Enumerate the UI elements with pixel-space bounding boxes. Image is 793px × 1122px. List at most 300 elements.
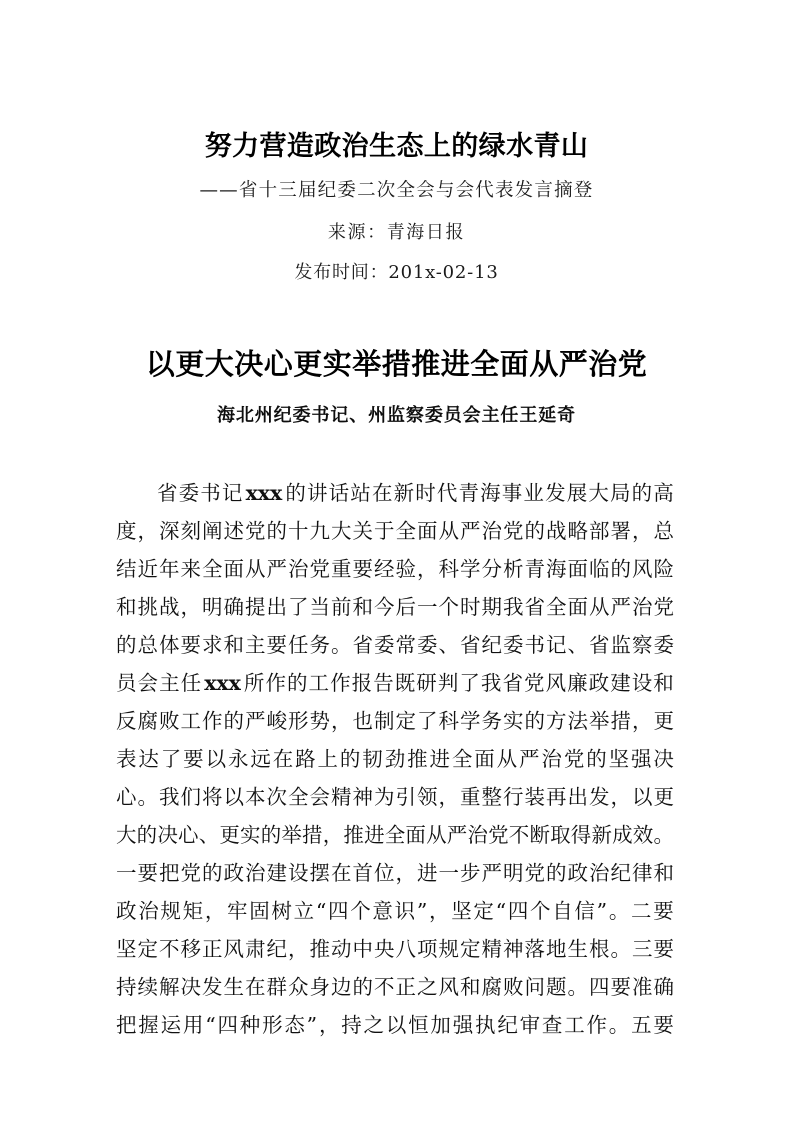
body-glyph: 结 [116,557,137,581]
body-glyph: 确 [653,975,674,999]
body-glyph: 确 [223,595,244,619]
body-glyph: 析 [503,557,524,581]
body-glyph: 面 [567,595,588,619]
body-glyph: 加 [430,1013,451,1037]
body-glyph: 法 [567,709,588,733]
body-glyph: 总 [137,633,158,657]
body-glyph: 委 [374,633,395,657]
body-glyph: 时 [460,595,481,619]
body-glyph: 九 [309,519,330,543]
body-glyph: 省 [352,633,373,657]
body-glyph: 时 [415,481,436,505]
body-glyph: 措 [610,709,631,733]
body-glyph: 务 [309,633,330,657]
body-glyph: ， [180,595,201,619]
body-glyph: 治 [138,899,159,923]
body-glyph: 矩 [182,899,204,923]
body-glyph: ” [416,899,428,923]
body-glyph: 的 [223,709,244,733]
body-glyph: 党 [563,747,585,771]
body-glyph: 续 [137,975,158,999]
body-glyph: 生 [567,937,588,961]
body-line [116,854,674,892]
body-glyph: 引 [395,785,416,809]
body-glyph: 海 [480,481,501,505]
body-glyph: 肃 [245,937,266,961]
body-glyph: 海 [546,557,567,581]
body-glyph: 总 [653,519,674,543]
body-glyph: 律 [632,861,653,885]
body-glyph: 严 [519,747,540,771]
body-glyph: 神 [503,937,524,961]
body-glyph: 工 [180,709,201,733]
body-glyph: 识 [394,899,416,923]
body-glyph: 验 [395,557,416,581]
body-glyph: 风 [545,671,567,695]
body-glyph: ， [204,899,226,923]
body-glyph: 关 [352,519,373,543]
body-glyph: 严 [460,519,481,543]
body-glyph: 书 [524,633,545,657]
body-glyph: 全 [288,785,309,809]
body-line [116,474,674,512]
body-glyph: 设 [288,861,309,885]
body-glyph: 运 [160,1013,182,1037]
body-glyph: 分 [481,557,502,581]
body-glyph: 强 [452,1013,474,1037]
body-glyph: 工 [564,1013,585,1037]
body-glyph: ， [331,709,352,733]
body-glyph: 治 [245,861,266,885]
body-glyph: 。 [608,899,630,923]
body-glyph: 。 [567,975,588,999]
body-glyph: 经 [374,557,395,581]
body-glyph: 以 [205,747,227,771]
body-glyph: 发 [589,785,610,809]
body-glyph: 展 [566,481,588,505]
body-glyph: 持 [116,975,137,999]
body-glyph: 握 [138,1013,159,1037]
body-glyph: 治 [632,595,653,619]
body-glyph: 、 [567,633,588,657]
body-glyph: 委 [417,633,438,657]
body-glyph: 党 [524,671,545,695]
body-glyph: 得 [570,823,592,847]
body-glyph: 战 [159,595,180,619]
publish-date-line: 发布时间：201x-02-13 [294,262,499,283]
body-glyph: 一 [438,861,459,885]
body-glyph: 作 [330,671,351,695]
body-glyph: 形 [262,1013,283,1037]
body-glyph: 和 [653,671,674,695]
body-glyph: 四 [589,975,610,999]
body-glyph: 解 [159,975,180,999]
body-glyph: 青 [524,557,545,581]
body-glyph: 的 [524,519,545,543]
body-line [116,1006,674,1044]
body-glyph: ， [610,785,631,809]
body-glyph: 设 [631,671,653,695]
body-glyph: 的 [546,861,567,885]
body-glyph: 明 [503,861,524,885]
body-glyph: 决 [653,747,674,771]
body-glyph: 纪 [481,633,502,657]
body-glyph: 工 [308,671,330,695]
body-glyph: 高 [653,481,674,505]
body-glyph: 执 [475,1013,496,1037]
body-glyph: 党 [503,519,524,543]
body-glyph: 的 [287,671,308,695]
body-glyph: 述 [223,519,244,543]
source-line: 来源：青海日报 [327,222,466,243]
body-glyph: 的 [202,861,223,885]
body-glyph: 了 [288,595,309,619]
body-glyph: 纪 [266,937,287,961]
body-line [116,968,674,1006]
body-glyph: 在 [272,747,294,771]
body-glyph: 根 [589,937,610,961]
body-glyph: 大 [588,481,609,505]
body-glyph: 势 [309,709,330,733]
body-glyph: 政 [223,861,244,885]
body-glyph: 中 [352,937,373,961]
body-glyph: 措 [302,823,323,847]
body-glyph: 全 [395,519,416,543]
body-glyph: 作 [202,709,223,733]
body-glyph: 落 [524,937,545,961]
body-glyph: 科 [438,709,459,733]
body-glyph: 进 [429,747,450,771]
body-glyph: 的 [352,975,373,999]
body-glyph: 从 [496,747,518,771]
body-glyph: 风 [438,975,459,999]
body-glyph: 委 [503,633,524,657]
article-title: 以更大决心更实举措推进全面从严治党 [145,347,648,381]
body-glyph: 以 [385,1013,407,1037]
body-glyph: 监 [610,633,631,657]
body-glyph: 的 [610,557,631,581]
body-glyph: 纪 [497,1013,518,1037]
body-glyph: 党 [488,823,509,847]
body-glyph: 来 [180,557,201,581]
body-glyph: 达 [138,747,159,771]
body-glyph: 形 [288,709,309,733]
body-glyph: 和 [653,861,674,885]
body-glyph: 不 [159,937,180,961]
body-glyph: 四 [217,1013,238,1037]
body-line [116,550,674,588]
body-glyph: 治 [467,823,488,847]
body-glyph: 准 [632,975,653,999]
body-glyph: 整 [481,785,502,809]
body-glyph: 推 [309,937,330,961]
body-glyph: 取 [550,823,571,847]
article-body [116,474,674,1044]
body-glyph: 会 [309,785,330,809]
body-glyph: 领 [417,785,438,809]
body-glyph: 审 [519,1013,541,1037]
body-glyph: 。 [653,823,674,847]
body-glyph: ， [318,1013,340,1037]
body-glyph: 主 [245,633,266,657]
body-glyph: 察 [632,633,653,657]
body-glyph: 刻 [180,519,201,543]
body-glyph: 年 [159,557,180,581]
body-glyph: 步 [460,861,481,885]
body-glyph: 报 [351,671,373,695]
body-glyph: 。 [331,633,352,657]
body-glyph: 的 [631,481,653,505]
body-glyph: 风 [632,557,653,581]
body-glyph: ” [596,899,608,923]
body-glyph: 的 [260,823,282,847]
main-headline: 努力营造政治生态上的绿水青山 [204,131,589,162]
body-glyph: 省 [502,671,523,695]
body-glyph: 全 [451,747,473,771]
body-glyph: 正 [202,937,223,961]
body-glyph: 告 [373,671,394,695]
body-glyph: 全 [202,557,223,581]
body-glyph: 以 [223,785,244,809]
body-glyph: 党 [180,861,201,885]
body-glyph: 出 [567,785,588,809]
body-glyph: 不 [374,975,395,999]
body-glyph: 体 [159,633,180,657]
body-glyph: 决 [157,823,178,847]
body-glyph: 之 [363,1013,385,1037]
body-glyph: ， [137,519,158,543]
body-glyph: 题 [546,975,567,999]
body-glyph: 面 [223,557,244,581]
body-glyph: 廉 [567,671,588,695]
body-glyph: 之 [417,975,438,999]
body-glyph: 要 [352,557,373,581]
body-glyph: 峻 [266,709,287,733]
body-glyph: 提 [245,595,266,619]
body-glyph: 。 [610,937,631,961]
body-glyph: 业 [523,481,544,505]
body-glyph: 、 [438,633,459,657]
body-glyph: 发 [202,975,223,999]
body-glyph: 首 [352,861,373,885]
body-glyph: 制 [374,709,395,733]
body-glyph: 规 [438,937,459,961]
body-glyph: 装 [524,785,545,809]
body-glyph: ， [632,709,653,733]
body-glyph: 央 [374,937,395,961]
body-glyph: ， [438,785,459,809]
body-glyph: 治 [288,557,309,581]
body-glyph: 了 [459,671,480,695]
body-glyph: 、 [198,823,220,847]
body-glyph: 在 [371,481,393,505]
body-glyph: 断 [529,823,550,847]
body-glyph: 精 [331,785,352,809]
body-glyph: 员 [116,671,137,695]
body-glyph: 作 [586,1013,607,1037]
body-glyph: 大 [116,823,137,847]
body-glyph: 临 [589,557,610,581]
body-glyph: 强 [630,747,652,771]
body-glyph: 不 [508,823,530,847]
body-glyph: 项 [417,937,438,961]
body-glyph: 党 [309,557,330,581]
body-glyph: 全 [546,595,567,619]
body-glyph: 了 [417,709,438,733]
body-glyph: 要 [183,747,204,771]
body-glyph: 次 [266,785,287,809]
body-glyph: 党 [653,595,674,619]
body-line [116,512,674,550]
body-glyph: 群 [266,975,287,999]
body-line [116,930,674,968]
body-glyph: 十 [288,519,309,543]
body-glyph: 位 [374,861,395,885]
body-glyph: 严 [446,823,468,847]
body-glyph: 决 [180,975,201,999]
body-line [116,740,674,778]
body-glyph: 严 [610,595,631,619]
body-line [116,664,674,702]
body-glyph: 省 [157,481,178,505]
body-glyph: 为 [374,785,395,809]
body-glyph: 态 [284,1013,305,1037]
body-glyph: ， [288,937,309,961]
body-glyph: 树 [271,899,292,923]
body-glyph: 个 [438,595,459,619]
body-glyph: 大 [331,519,352,543]
body-glyph: 上 [317,747,339,771]
body-glyph: 规 [160,899,181,923]
body-glyph: 的 [586,747,607,771]
body-glyph: 政 [116,899,137,923]
body-glyph: 省 [589,633,610,657]
body-glyph: 委 [653,633,674,657]
body-glyph: 前 [331,595,352,619]
body-glyph: 自 [552,899,573,923]
body-glyph: 四 [328,899,349,923]
body-glyph: 从 [426,823,447,847]
body-glyph: 定 [460,937,481,961]
body-glyph: 在 [331,861,352,885]
body-glyph: 要 [653,937,674,961]
body-glyph: 书 [200,481,221,505]
body-glyph: 讲 [307,481,328,505]
body-glyph: 精 [481,937,502,961]
body-glyph: ， [632,519,653,543]
body-glyph: 阐 [202,519,223,543]
body-glyph: 身 [309,975,330,999]
body-glyph: ， [417,557,438,581]
body-glyph: 表 [116,747,137,771]
body-glyph: 再 [546,785,567,809]
body-glyph: 面 [417,519,438,543]
body-glyph: 务 [481,709,502,733]
body-glyph: 举 [589,709,610,733]
body-glyph: 实 [503,709,524,733]
body-glyph: 败 [503,975,524,999]
body-glyph: 近 [137,557,158,581]
body-glyph: 更 [653,709,674,733]
body-glyph: 学 [460,709,481,733]
body-glyph: 要 [180,633,201,657]
body-glyph: 。 [608,1013,630,1037]
body-glyph: 纪 [610,861,631,885]
body-glyph: 署 [610,519,631,543]
body-glyph: 会 [137,671,159,695]
body-glyph: “ [315,899,327,923]
body-glyph: 定 [473,899,494,923]
body-glyph: 的 [116,633,137,657]
body-glyph: 推 [407,747,428,771]
body-glyph: 远 [250,747,271,771]
body-glyph: 新 [591,823,612,847]
body-glyph: 方 [546,709,567,733]
body-glyph: 任 [288,633,309,657]
body-glyph: 本 [245,785,266,809]
body-glyph: 政 [567,861,588,885]
body-glyph: 代 [436,481,458,505]
body-glyph: 坚 [451,899,472,923]
body-glyph: 要 [653,899,674,923]
body-glyph: 正 [395,975,416,999]
body-glyph: 路 [295,747,316,771]
body-glyph: 后 [395,595,416,619]
body-glyph: 话 [328,481,350,505]
body-glyph: 要 [266,633,287,657]
body-glyph: 和 [352,595,373,619]
body-glyph: 效 [632,823,654,847]
body-glyph: 省 [460,633,481,657]
body-glyph: 从 [245,557,266,581]
body-glyph: 劲 [384,747,406,771]
article-heading-block [0,344,793,432]
body-glyph: 建 [266,861,287,885]
body-glyph: 五 [631,1013,652,1037]
body-glyph: 用 [182,1013,204,1037]
body-glyph: 二 [631,899,652,923]
body-glyph: 我 [480,671,502,695]
body-glyph: 党 [245,519,266,543]
body-glyph: 全 [384,823,406,847]
body-glyph: 进 [364,823,385,847]
body-glyph: 青 [458,481,479,505]
body-glyph: 心 [178,823,199,847]
body-glyph: 们 [180,785,201,809]
body-glyph: “ [495,899,507,923]
body-line [116,702,674,740]
body-glyph: 的 [285,481,306,505]
body-glyph: 的 [136,823,158,847]
body-glyph: 任 [180,671,202,695]
body-glyph: 了 [160,747,182,771]
body-glyph: 常 [395,633,416,657]
body-glyph: 我 [159,785,180,809]
body-glyph: 略 [567,519,588,543]
body-glyph: 实 [240,823,261,847]
body-glyph: 新 [393,481,415,505]
body-glyph: 进 [417,861,438,885]
body-glyph: 一 [116,861,137,885]
body-glyph: 主 [159,671,180,695]
body-glyph: 明 [202,595,223,619]
body-glyph: 委 [178,481,200,505]
body-line [116,626,674,664]
body-glyph: 三 [632,937,653,961]
body-glyph: 期 [481,595,502,619]
body-glyph: 站 [350,481,371,505]
body-glyph: 于 [374,519,395,543]
